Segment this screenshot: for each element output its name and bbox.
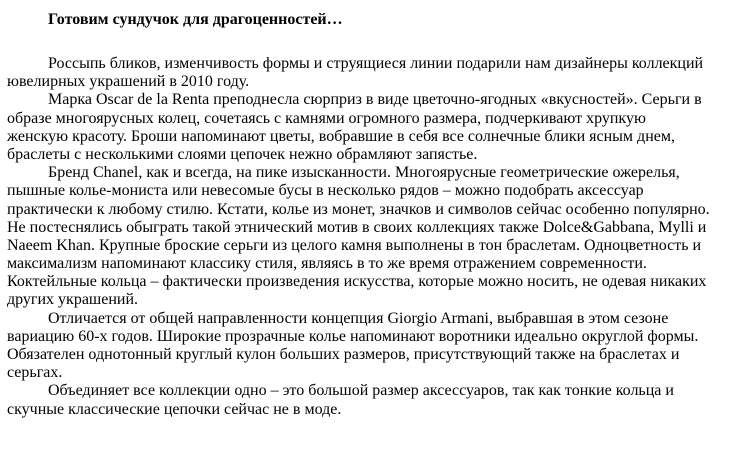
- text-line: Отличается от общей направленности концепция Giorgio Armani, выбравшая в этом сезоне: [48, 309, 669, 327]
- text-line: Объединяет все коллекции одно – это большой размер аксессуаров, так как тонкие кольца и: [48, 382, 674, 400]
- text-line: ювелирных украшений в 2010 году.: [7, 73, 250, 91]
- text-line: Naeem Khan. Крупные броские серьги из целого камня выполнены в тон браслетам. Одноцветность и: [7, 236, 702, 254]
- text-line: Россыпь бликов, изменчивость формы и струящиеся линии подарили нам дизайнеры коллекций: [48, 55, 704, 72]
- text-line: пышные колье-мониста или невесомые бусы в несколько рядов – можно подобрать аксессуар: [7, 182, 644, 200]
- document-title: Готовим сундучок для драгоценностей…: [48, 11, 343, 28]
- text-line: образе многоярусных колец, сочетаясь с камнями огромного размера, подчеркивают хрупкую: [7, 109, 646, 127]
- paragraph-3: [7, 164, 752, 310]
- document-body: [7, 55, 752, 419]
- text-line: Марка Oscar de la Renta преподнесла сюрприз в виде цветочно-ягодных «вкусностей». Серьги в: [48, 91, 702, 109]
- text-line: серьгах.: [7, 364, 63, 382]
- text-line: вариацию 60-х годов. Широкие прозрачные колье напоминают воротники идеально округлой формы.: [7, 327, 699, 345]
- text-line: практически к любому стилю. Кстати, колье из монет, значков и символов сейчас особенно популярно.: [7, 200, 710, 218]
- text-line: максимализм напоминают классику стиля, являясь в то же время отражением современности.: [7, 255, 647, 273]
- text-line: Обязателен однотонный круглый кулон больших размеров, присутствующий также на браслетах и: [7, 346, 680, 363]
- paragraph-2: [7, 91, 752, 164]
- text-line: женскую красоту. Броши напоминают цветы, вобравшие в себя все солнечные блики ясным днем,: [7, 127, 675, 145]
- paragraph-5: [7, 382, 752, 418]
- paragraph-4: [7, 310, 752, 383]
- text-line: Коктейльные кольца – фактически произведения искусства, которые можно носить, не одевая никаких: [7, 273, 707, 291]
- text-line: Не постеснялись обыграть такой этнический мотив в своих коллекциях также Dolce&Gabbana, Mylli и: [7, 218, 707, 236]
- text-line: Бренд Chanel, как и всегда, на пике изысканности. Многоярусные геометрические ожерелья,: [48, 164, 680, 182]
- text-line: других украшений.: [7, 291, 139, 309]
- paragraph-1: [7, 55, 752, 91]
- text-line: скучные классические цепочки сейчас не в моде.: [7, 400, 342, 418]
- text-line: браслеты с несколькими слоями цепочек нежно обрамляют запястье.: [7, 145, 478, 163]
